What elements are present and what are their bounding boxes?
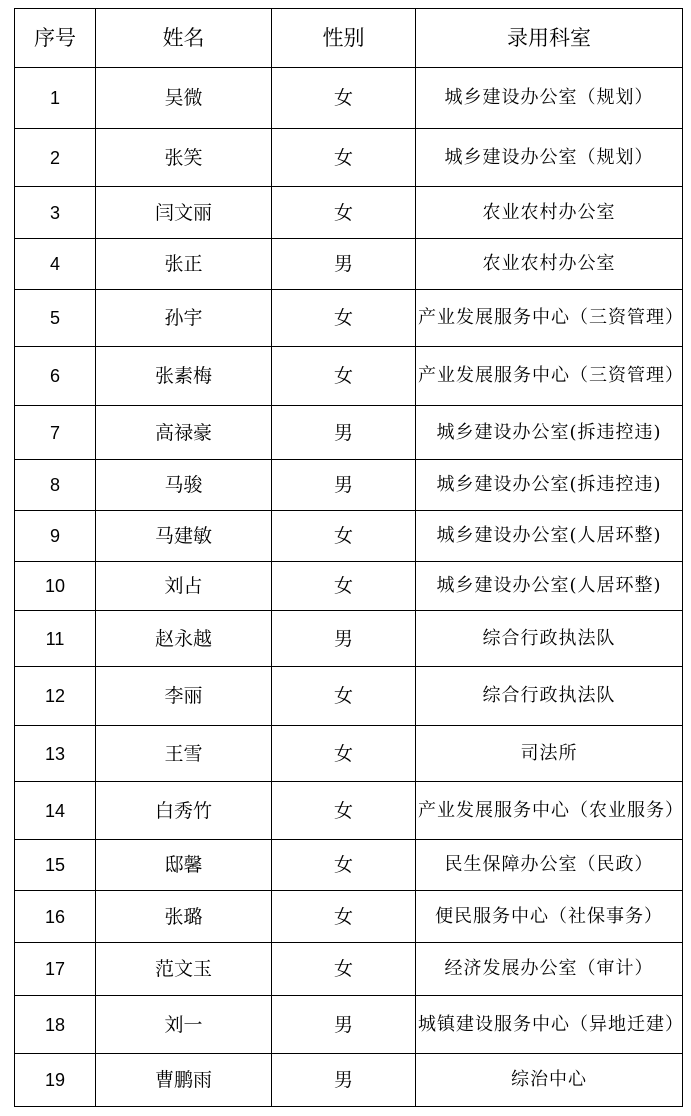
cell-dept: 综治中心	[416, 1054, 683, 1107]
cell-no: 2	[15, 129, 96, 187]
cell-dept: 农业农村办公室	[416, 239, 683, 290]
hiring-table	[14, 8, 683, 1107]
cell-gender: 女	[272, 68, 416, 129]
header-no: 序号	[15, 9, 96, 68]
cell-gender: 女	[272, 840, 416, 891]
cell-name: 吴微	[96, 68, 272, 129]
cell-no: 5	[15, 290, 96, 347]
cell-gender: 男	[272, 239, 416, 290]
cell-gender: 男	[272, 996, 416, 1054]
cell-name: 白秀竹	[96, 782, 272, 840]
cell-name: 孙宇	[96, 290, 272, 347]
table-row	[15, 726, 683, 782]
cell-name: 邸馨	[96, 840, 272, 891]
table-row	[15, 1054, 683, 1107]
header-gender: 性别	[272, 9, 416, 68]
cell-name: 张笑	[96, 129, 272, 187]
cell-dept: 产业发展服务中心（三资管理）	[416, 290, 683, 347]
cell-gender: 女	[272, 667, 416, 726]
cell-dept: 综合行政执法队	[416, 611, 683, 667]
table-row	[15, 406, 683, 460]
cell-no: 17	[15, 943, 96, 996]
cell-gender: 女	[272, 782, 416, 840]
cell-no: 6	[15, 347, 96, 406]
cell-no: 11	[15, 611, 96, 667]
cell-dept: 城乡建设办公室(拆违控违)	[416, 460, 683, 511]
cell-no: 19	[15, 1054, 96, 1107]
table-row	[15, 460, 683, 511]
cell-name: 闫文丽	[96, 187, 272, 239]
cell-dept: 便民服务中心（社保事务）	[416, 891, 683, 943]
cell-name: 张素梅	[96, 347, 272, 406]
cell-dept: 城镇建设服务中心（异地迁建）	[416, 996, 683, 1054]
table-row	[15, 840, 683, 891]
cell-gender: 女	[272, 891, 416, 943]
cell-no: 15	[15, 840, 96, 891]
cell-name: 张正	[96, 239, 272, 290]
cell-name: 马建敏	[96, 511, 272, 562]
cell-no: 8	[15, 460, 96, 511]
cell-name: 高禄豪	[96, 406, 272, 460]
table-row	[15, 511, 683, 562]
cell-no: 13	[15, 726, 96, 782]
cell-no: 18	[15, 996, 96, 1054]
cell-no: 9	[15, 511, 96, 562]
cell-name: 范文玉	[96, 943, 272, 996]
cell-dept: 产业发展服务中心（三资管理）	[416, 347, 683, 406]
cell-gender: 男	[272, 611, 416, 667]
cell-no: 12	[15, 667, 96, 726]
table-row	[15, 782, 683, 840]
cell-gender: 女	[272, 129, 416, 187]
table-row	[15, 68, 683, 129]
cell-name: 王雪	[96, 726, 272, 782]
table-row	[15, 347, 683, 406]
table-row	[15, 290, 683, 347]
cell-dept: 产业发展服务中心（农业服务）	[416, 782, 683, 840]
cell-name: 马骏	[96, 460, 272, 511]
cell-no: 4	[15, 239, 96, 290]
table-row	[15, 187, 683, 239]
cell-dept: 司法所	[416, 726, 683, 782]
header-name: 姓名	[96, 9, 272, 68]
cell-gender: 女	[272, 187, 416, 239]
cell-gender: 男	[272, 460, 416, 511]
cell-gender: 女	[272, 943, 416, 996]
cell-dept: 城乡建设办公室（规划）	[416, 129, 683, 187]
cell-name: 刘一	[96, 996, 272, 1054]
cell-dept: 综合行政执法队	[416, 667, 683, 726]
cell-dept: 城乡建设办公室(拆违控违)	[416, 406, 683, 460]
cell-dept: 农业农村办公室	[416, 187, 683, 239]
cell-dept: 民生保障办公室（民政）	[416, 840, 683, 891]
cell-gender: 女	[272, 726, 416, 782]
table-row	[15, 611, 683, 667]
cell-no: 10	[15, 562, 96, 611]
cell-gender: 女	[272, 511, 416, 562]
cell-gender: 男	[272, 406, 416, 460]
cell-name: 曹鹏雨	[96, 1054, 272, 1107]
table-row	[15, 891, 683, 943]
cell-dept: 城乡建设办公室(人居环整)	[416, 562, 683, 611]
table-row	[15, 996, 683, 1054]
table-row	[15, 562, 683, 611]
cell-no: 16	[15, 891, 96, 943]
cell-name: 赵永越	[96, 611, 272, 667]
cell-name: 刘占	[96, 562, 272, 611]
cell-name: 李丽	[96, 667, 272, 726]
header-row	[15, 9, 683, 68]
table-row	[15, 667, 683, 726]
cell-dept: 城乡建设办公室（规划）	[416, 68, 683, 129]
table-row	[15, 943, 683, 996]
cell-gender: 女	[272, 347, 416, 406]
cell-no: 1	[15, 68, 96, 129]
cell-no: 14	[15, 782, 96, 840]
table-row	[15, 129, 683, 187]
cell-dept: 城乡建设办公室(人居环整)	[416, 511, 683, 562]
table-row	[15, 239, 683, 290]
cell-dept: 经济发展办公室（审计）	[416, 943, 683, 996]
cell-gender: 女	[272, 290, 416, 347]
cell-gender: 女	[272, 562, 416, 611]
cell-gender: 男	[272, 1054, 416, 1107]
header-dept: 录用科室	[416, 9, 683, 68]
cell-no: 7	[15, 406, 96, 460]
cell-name: 张璐	[96, 891, 272, 943]
cell-no: 3	[15, 187, 96, 239]
